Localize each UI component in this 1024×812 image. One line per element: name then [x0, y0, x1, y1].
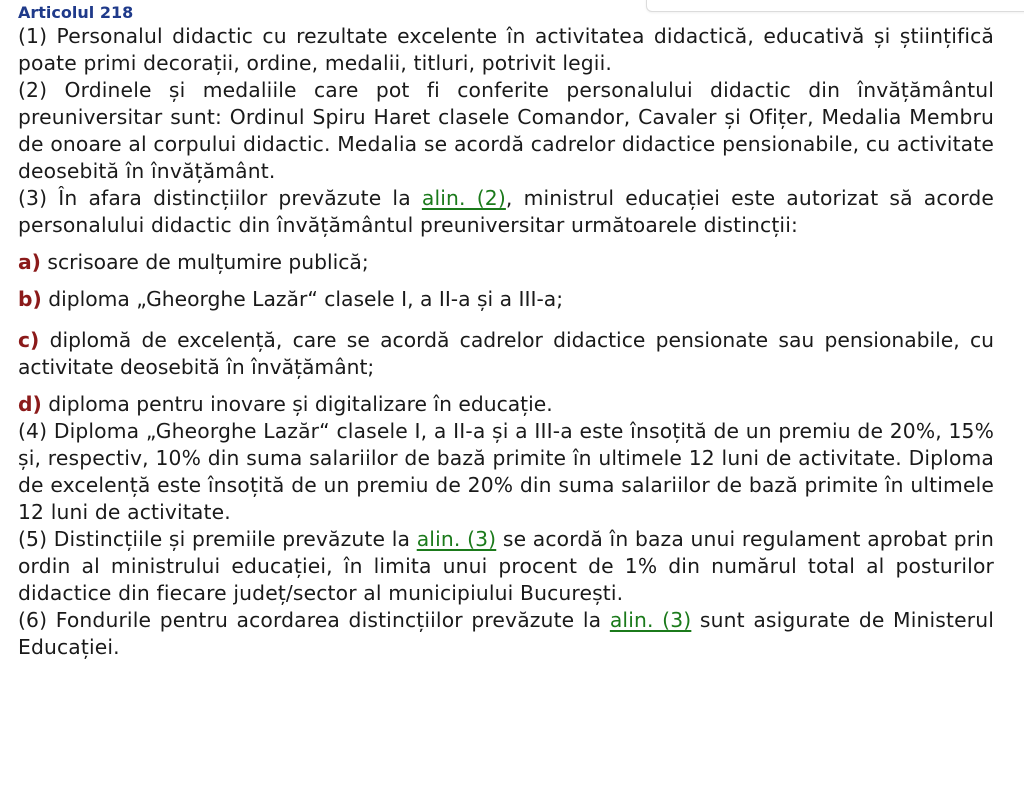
- paragraph-5-text-before: (5) Distincțiile și premiile prevăzute la: [18, 527, 417, 551]
- paragraph-4: (4) Diploma „Gheorghe Lazăr“ clasele I, a II-a și a III-a este însoțită de un premiu de 20%, 15% și, respectiv, 10% din suma salariilor de bază primite în ultimele 12 luni de activitate. Diploma de excelență este însoțită de un premiu de 20% din suma salariilor de bază primite în ultimele 12 luni de activitate.: [18, 419, 994, 524]
- paragraph-6: [18, 607, 994, 661]
- paragraph-3-text-after: , ministrul educației este autorizat să acorde personalului didactic din învățământul preuniversitar următoarele distincții:: [18, 186, 994, 237]
- article-content: [18, 2, 994, 661]
- paragraph-6-text-before: (6) Fondurile pentru acordarea distincțiilor prevăzute la: [18, 608, 610, 632]
- list-item-letter: a): [18, 250, 41, 274]
- list-item-d: [18, 391, 994, 418]
- list-item-b: [18, 286, 994, 313]
- list-item-letter: b): [18, 287, 42, 311]
- paragraph-2: (2) Ordinele și medaliile care pot fi conferite personalului didactic din învățământul preuniversitar sunt: Ordinul Spiru Haret clasele Comandor, Cavaler și Ofițer, Medalia Membru de onoare al corpului didactic. Medalia se acordă cadrelor didactice pensionabile, cu activitate deosebită în învățământ.: [18, 78, 994, 183]
- paragraph-3: [18, 185, 994, 239]
- paragraph-5: [18, 526, 994, 607]
- list-item-c: [18, 327, 994, 381]
- reference-link-alin-2[interactable]: alin. (2): [421, 186, 506, 210]
- paragraph-6-text-after: sunt asigurate de Ministerul Educației.: [18, 608, 994, 659]
- list-item-text: diploma pentru inovare și digitalizare în educație.: [41, 392, 553, 416]
- reference-link-alin-3[interactable]: alin. (3): [416, 527, 497, 551]
- reference-link-alin-3[interactable]: alin. (3): [609, 608, 692, 632]
- paragraph-3-text-before: (3) În afara distincțiilor prevăzute la: [18, 186, 422, 210]
- list-item-text: diplomă de excelență, care se acordă cadrelor didactice pensionate sau pensionabile, cu activitate deosebită în învățământ;: [18, 328, 994, 379]
- list-item-a: [18, 249, 994, 276]
- article-title: Articolul 218: [18, 3, 134, 22]
- list-item-text: scrisoare de mulțumire publică;: [40, 250, 369, 274]
- list-item-letter: d): [18, 392, 42, 416]
- list-item-text: diploma „Gheorghe Lazăr“ clasele I, a II-a și a III-a;: [41, 287, 564, 311]
- paragraph-5-text-after: se acordă în baza unui regulament aprobat prin ordin al ministrului educației, în limita unui procent de 1% din numărul total al posturilor didactice din fiecare județ/sector al municipiului București.: [18, 527, 995, 605]
- list-item-letter: c): [18, 328, 40, 352]
- paragraph-1: (1) Personalul didactic cu rezultate excelente în activitatea didactică, educativă și științifică poate primi decorații, ordine, medalii, titluri, potrivit legii.: [18, 24, 994, 75]
